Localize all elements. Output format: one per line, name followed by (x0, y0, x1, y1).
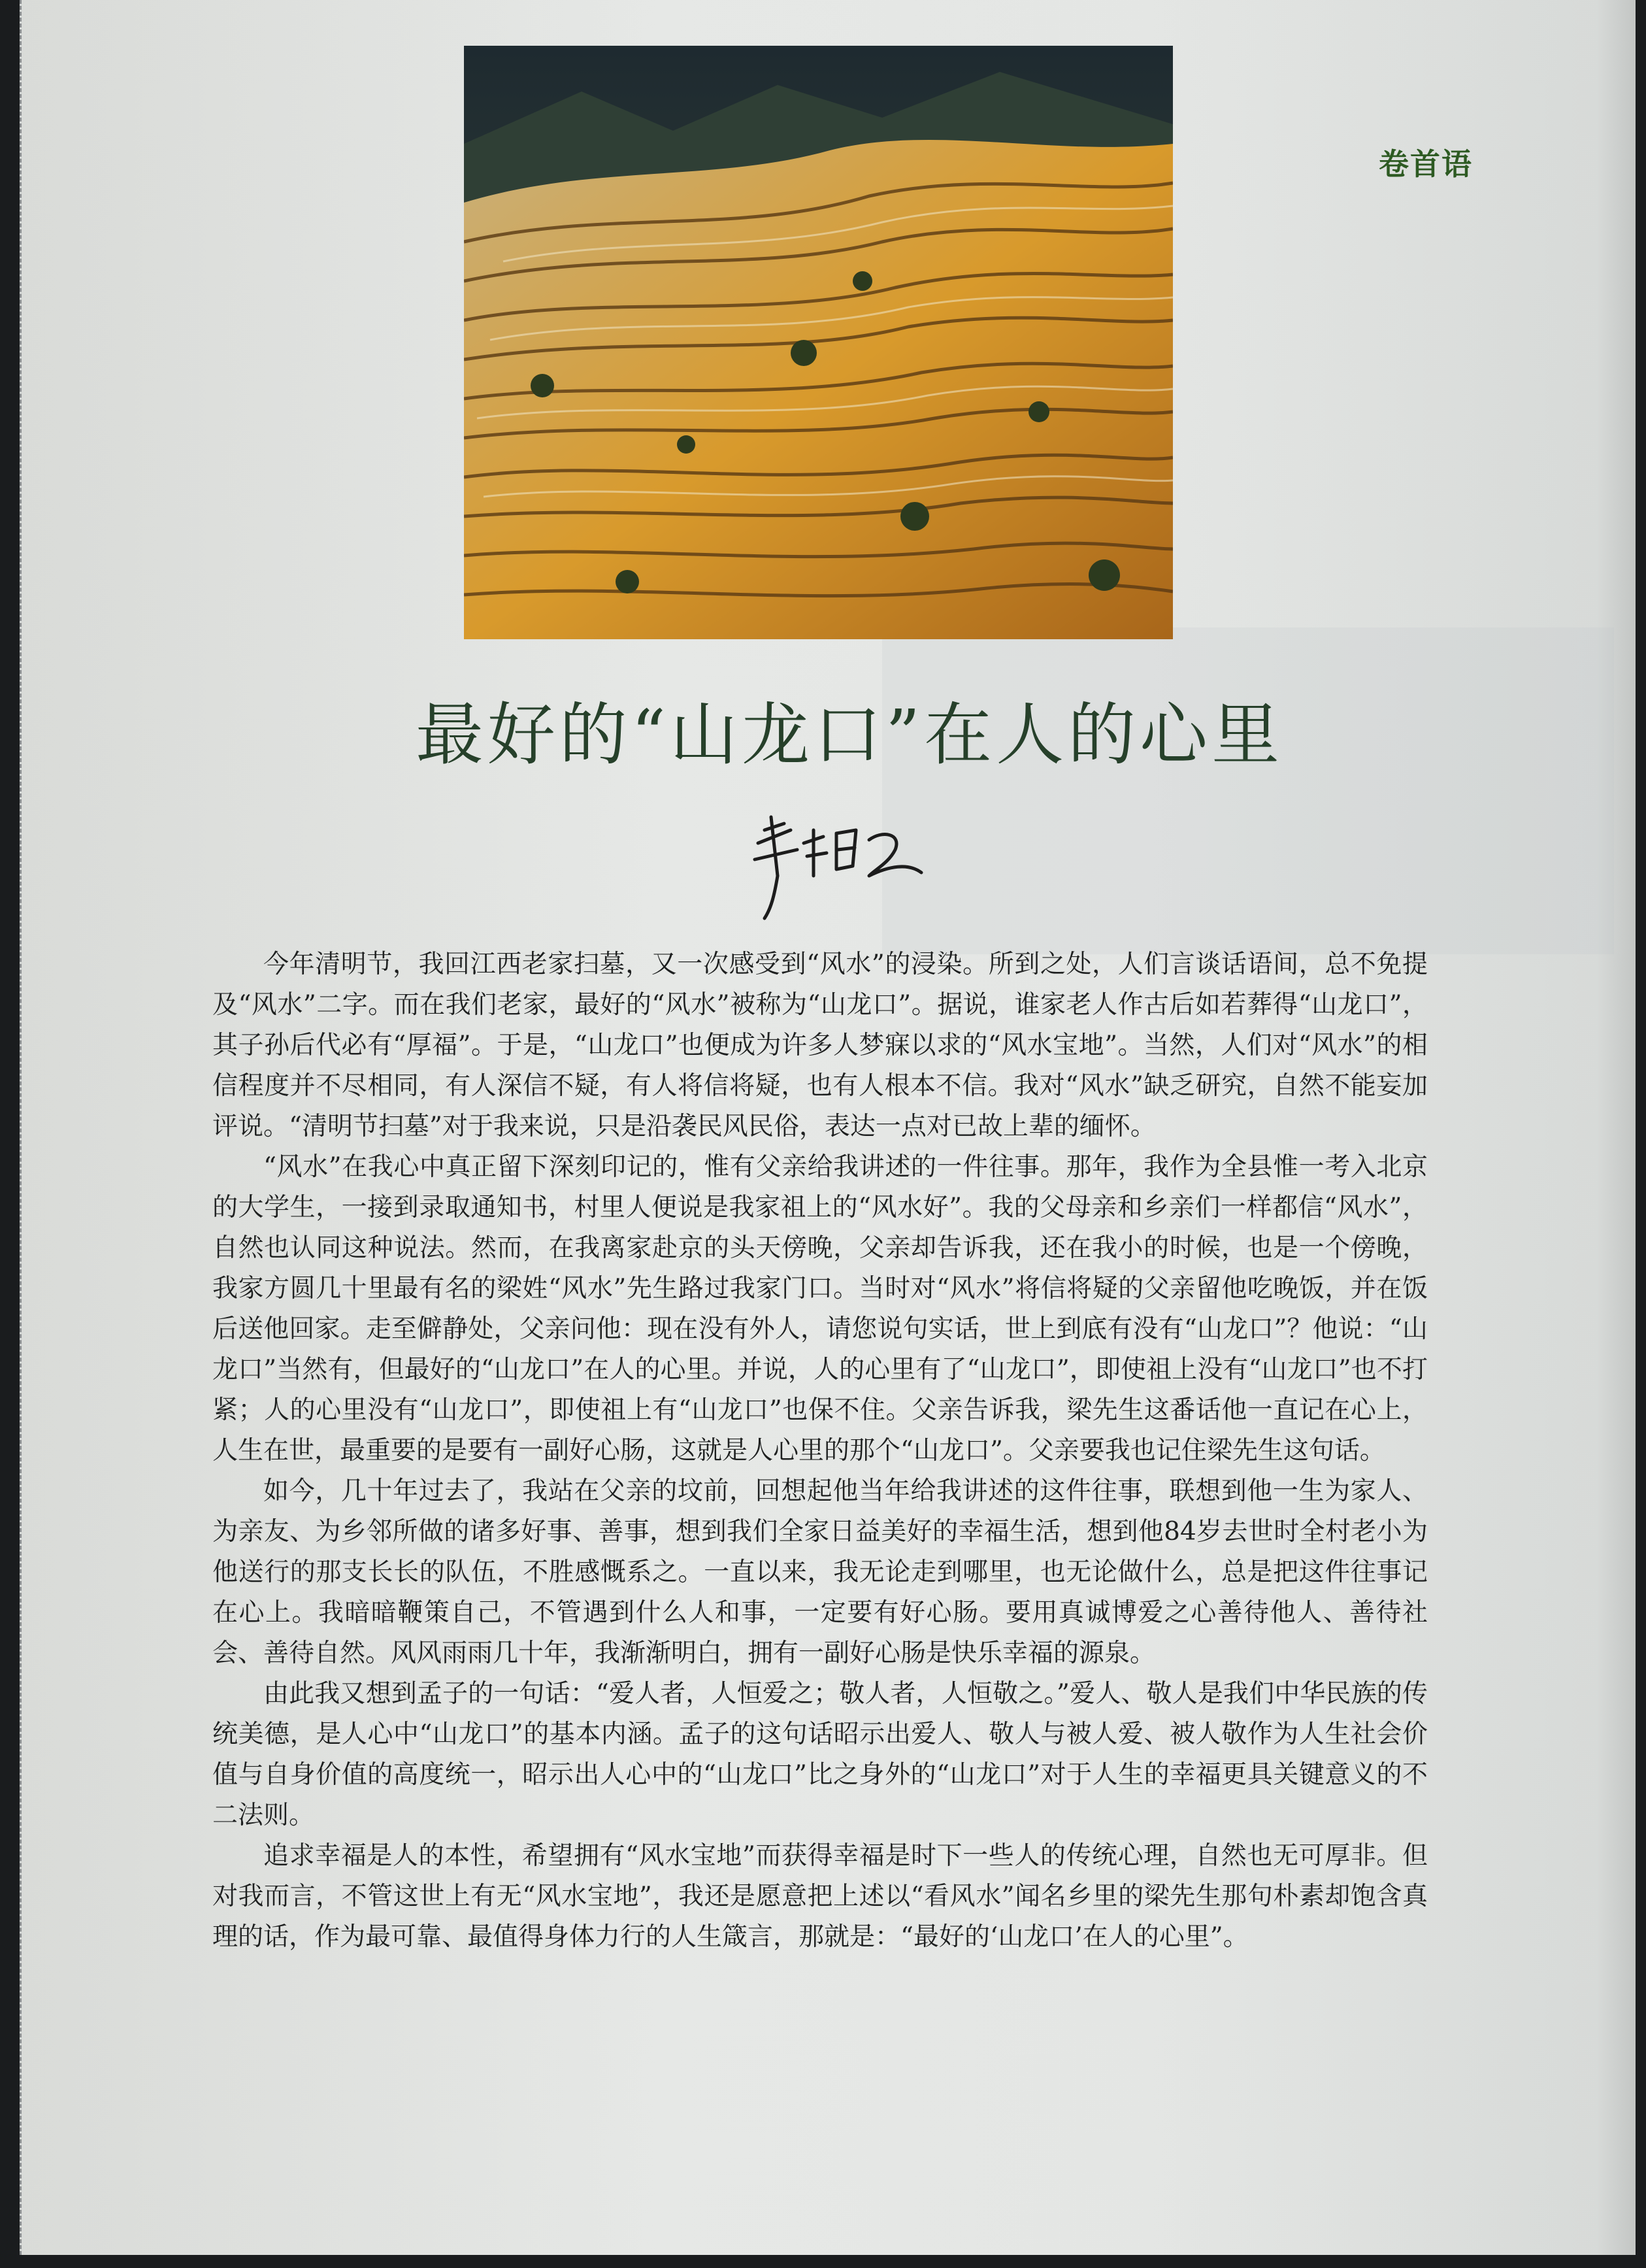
article-paragraph: 今年清明节，我回江西老家扫墓，又一次感受到“风水”的浸染。所到之处，人们言谈话语间，总不免提及“风水”二字。而在我们老家，最好的“风水”被称为“山龙口”。据说，谁家老人作古后如若葬得“山龙口”，其子孙后代必有“厚福”。于是，“山龙口”也便成为许多人梦寐以求的“风水宝地”。当然，人们对“风水”的相信程度并不尽相同，有人深信不疑，有人将信将疑，也有人根本不信。我对“风水”缺乏研究，自然不能妄加评说。“清明节扫墓”对于我来说，只是沿袭民风民俗，表达一点对已故上辈的缅怀。 (212, 950, 1428, 1141)
article-paragraph: 如今，几十年过去了，我站在父亲的坟前，回想起他当年给我讲述的这件往事，联想到他一生为家人、为亲友、为乡邻所做的诸多好事、善事，想到我们全家日益美好的幸福生活，想到他84岁去世时全村老小为他送行的那支长长的队伍，不胜感慨系之。一直以来，我无论走到哪里，也无论做什么，总是把这件往事记在心上。我暗暗鞭策自己，不管遇到什么人和事，一定要有好心肠。要用真诚博爱之心善待他人、善待社会、善待自然。风风雨雨几十年，我渐渐明白，拥有一副好心肠是快乐幸福的源泉。 (212, 1476, 1428, 1668)
terraced-rice-fields-photo (464, 46, 1173, 639)
article-title: 最好的“山龙口”在人的心里 (415, 695, 1284, 775)
article-paragraph: 追求幸福是人的本性，希望拥有“风水宝地”而获得幸福是时下一些人的传统心理，自然也无可厚非。但对我而言，不管这世上有无“风水宝地”，我还是愿意把上述以“看风水”闻名乡里的梁先生那句朴素却饱含真理的话，作为最可靠、最值得身体力行的人生箴言，那就是：“最好的‘山龙口’在人的心里”。 (212, 1841, 1428, 1952)
article-paragraph: 由此我又想到孟子的一句话：“爱人者，人恒爱之；敬人者，人恒敬之。”爱人、敬人是我们中华民族的传统美德，是人心中“山龙口”的基本内涵。孟子的这句话昭示出爱人、敬人与被人爱、被人敬作为人生社会价值与自身价值的高度统一，昭示出人心中的“山龙口”比之身外的“山龙口”对于人生的幸福更具关键意义的不二法则。 (212, 1679, 1428, 1830)
article-body (212, 944, 1428, 1958)
page-shadow (1596, 0, 1636, 2255)
section-label: 卷首语 (1379, 146, 1473, 182)
article-paragraph: “风水”在我心中真正留下深刻印记的，惟有父亲给我讲述的一件往事。那年，我作为全县惟一考入北京的大学生，一接到录取通知书，村里人便说是我家祖上的“风水好”。我的父母亲和乡亲们一样都信“风水”，自然也认同这种说法。然而，在我离家赴京的头天傍晚，父亲却告诉我，还在我小的时候，也是一个傍晚，我家方圆几十里最有名的梁姓“风水”先生路过我家门口。当时对“风水”将信将疑的父亲留他吃晚饭，并在饭后送他回家。走至僻静处，父亲问他：现在没有外人，请您说句实话，世上到底有没有“山龙口”？他说：“山龙口”当然有，但最好的“山龙口”在人的心里。并说，人的心里有了“山龙口”，即使祖上没有“山龙口”也不打紧；人的心里没有“山龙口”，即使祖上有“山龙口”也保不住。父亲告诉我，梁先生这番话他一直记在心上，人生在世，最重要的是要有一副好心肠，这就是人心里的那个“山龙口”。父亲要我也记住梁先生这句话。 (212, 1152, 1428, 1465)
author-signature (745, 804, 934, 922)
show-through-shadow (882, 627, 1614, 954)
